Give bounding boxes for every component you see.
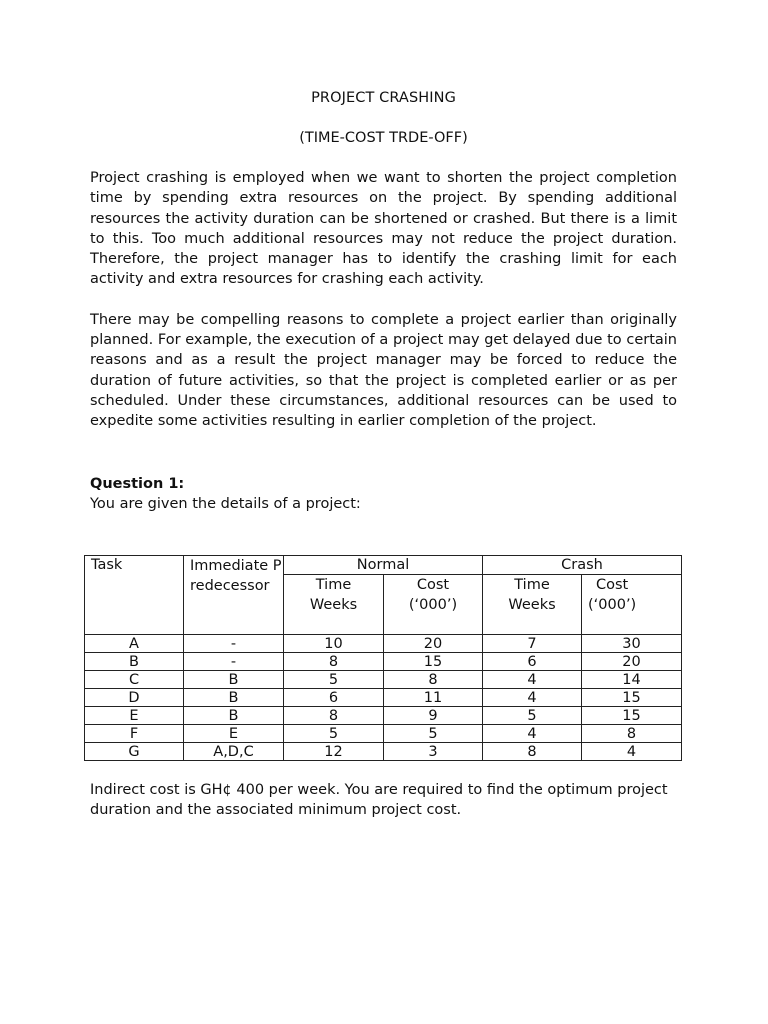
cell-task: C xyxy=(85,671,184,689)
paragraph-intro: Project crashing is employed when we want to shorten the project completion time by spending extra resources on the project. By spending additional resources the activity duration can be shortened or crashed. But there is a limit to this. Too much additional resources may not reduce the project duration. Therefore, the project manager has to identify the crashing limit for each activity and extra resources for crashing each activity. xyxy=(90,170,677,288)
cell-normal-time: 10 xyxy=(284,635,384,653)
header-normal-cost-line2: (‘000’) xyxy=(408,597,458,613)
cell-crash-time: 7 xyxy=(483,635,582,653)
cell-normal-time: 5 xyxy=(284,671,384,689)
paragraph-reasons: There may be compelling reasons to complete a project earlier than originally planned. For example, the execution of a project may get delayed due to certain reasons and as a result the project manager may be forced to reduce the duration of future activities, so that the project is completed earlier or as per scheduled. Under these circumstances, additional resources can be used to expedite some activities resulting in earlier completion of the project. xyxy=(90,311,677,430)
question-intro: You are given the details of a project: xyxy=(90,495,361,512)
cell-predecessor: B xyxy=(184,671,284,689)
cell-normal-time: 8 xyxy=(284,707,384,725)
cell-predecessor: E xyxy=(184,725,284,743)
cell-task: E xyxy=(85,707,184,725)
table-row xyxy=(85,725,682,743)
table-row xyxy=(85,743,682,761)
cell-task: B xyxy=(85,653,184,671)
cell-normal-time: 6 xyxy=(284,689,384,707)
header-task: Task xyxy=(85,556,184,635)
header-normal-time xyxy=(284,575,384,635)
header-crash: Crash xyxy=(483,556,682,575)
header-normal-time-line2: Weeks xyxy=(309,597,358,613)
header-crash-time-line1: Time xyxy=(514,577,550,593)
cell-task: F xyxy=(85,725,184,743)
cell-normal-cost: 15 xyxy=(384,653,483,671)
page-subtitle: (TIME-COST TRDE-OFF) xyxy=(299,130,468,146)
table-row xyxy=(85,653,682,671)
cell-crash-cost: 20 xyxy=(582,653,682,671)
header-normal: Normal xyxy=(284,556,483,575)
cell-crash-time: 4 xyxy=(483,671,582,689)
header-immediate-predecessor: Immediate Predecessor xyxy=(184,556,284,635)
cell-predecessor: B xyxy=(184,707,284,725)
cell-normal-cost: 5 xyxy=(384,725,483,743)
page-title: PROJECT CRASHING xyxy=(311,90,456,106)
header-normal-cost xyxy=(384,575,483,635)
question-heading: Question 1: xyxy=(90,475,185,492)
cell-task: G xyxy=(85,743,184,761)
cell-crash-time: 5 xyxy=(483,707,582,725)
table-row xyxy=(85,707,682,725)
table-row xyxy=(85,689,682,707)
cell-normal-cost: 9 xyxy=(384,707,483,725)
cell-crash-cost: 8 xyxy=(582,725,682,743)
header-crash-cost-line2: (‘000’) xyxy=(588,597,637,613)
cell-normal-cost: 20 xyxy=(384,635,483,653)
cell-normal-cost: 11 xyxy=(384,689,483,707)
cell-crash-cost: 4 xyxy=(582,743,682,761)
cell-normal-time: 5 xyxy=(284,725,384,743)
cell-predecessor: - xyxy=(184,635,284,653)
cell-crash-time: 4 xyxy=(483,725,582,743)
cell-normal-cost: 8 xyxy=(384,671,483,689)
cell-predecessor: A,D,C xyxy=(184,743,284,761)
document-page xyxy=(90,88,677,514)
closing-paragraph: Indirect cost is GH¢ 400 per week. You are required to find the optimum project duration and the associated minimum project cost. xyxy=(90,782,668,819)
cell-crash-cost: 14 xyxy=(582,671,682,689)
table-row xyxy=(85,635,682,653)
cell-predecessor: B xyxy=(184,689,284,707)
cell-crash-cost: 30 xyxy=(582,635,682,653)
cell-task: D xyxy=(85,689,184,707)
cell-crash-time: 4 xyxy=(483,689,582,707)
header-crash-time-line2: Weeks xyxy=(508,597,556,613)
project-table xyxy=(84,555,682,761)
cell-crash-cost: 15 xyxy=(582,707,682,725)
cell-crash-cost: 15 xyxy=(582,689,682,707)
cell-task: A xyxy=(85,635,184,653)
header-crash-time xyxy=(483,575,582,635)
header-normal-cost-line1: Cost xyxy=(416,577,450,593)
cell-crash-time: 8 xyxy=(483,743,582,761)
table-row xyxy=(85,671,682,689)
cell-crash-time: 6 xyxy=(483,653,582,671)
header-normal-time-line1: Time xyxy=(315,577,352,593)
cell-normal-time: 8 xyxy=(284,653,384,671)
cell-normal-time: 12 xyxy=(284,743,384,761)
header-crash-cost xyxy=(582,575,682,635)
cell-predecessor: - xyxy=(184,653,284,671)
cell-normal-cost: 3 xyxy=(384,743,483,761)
header-crash-cost-line1: Cost xyxy=(595,577,629,593)
